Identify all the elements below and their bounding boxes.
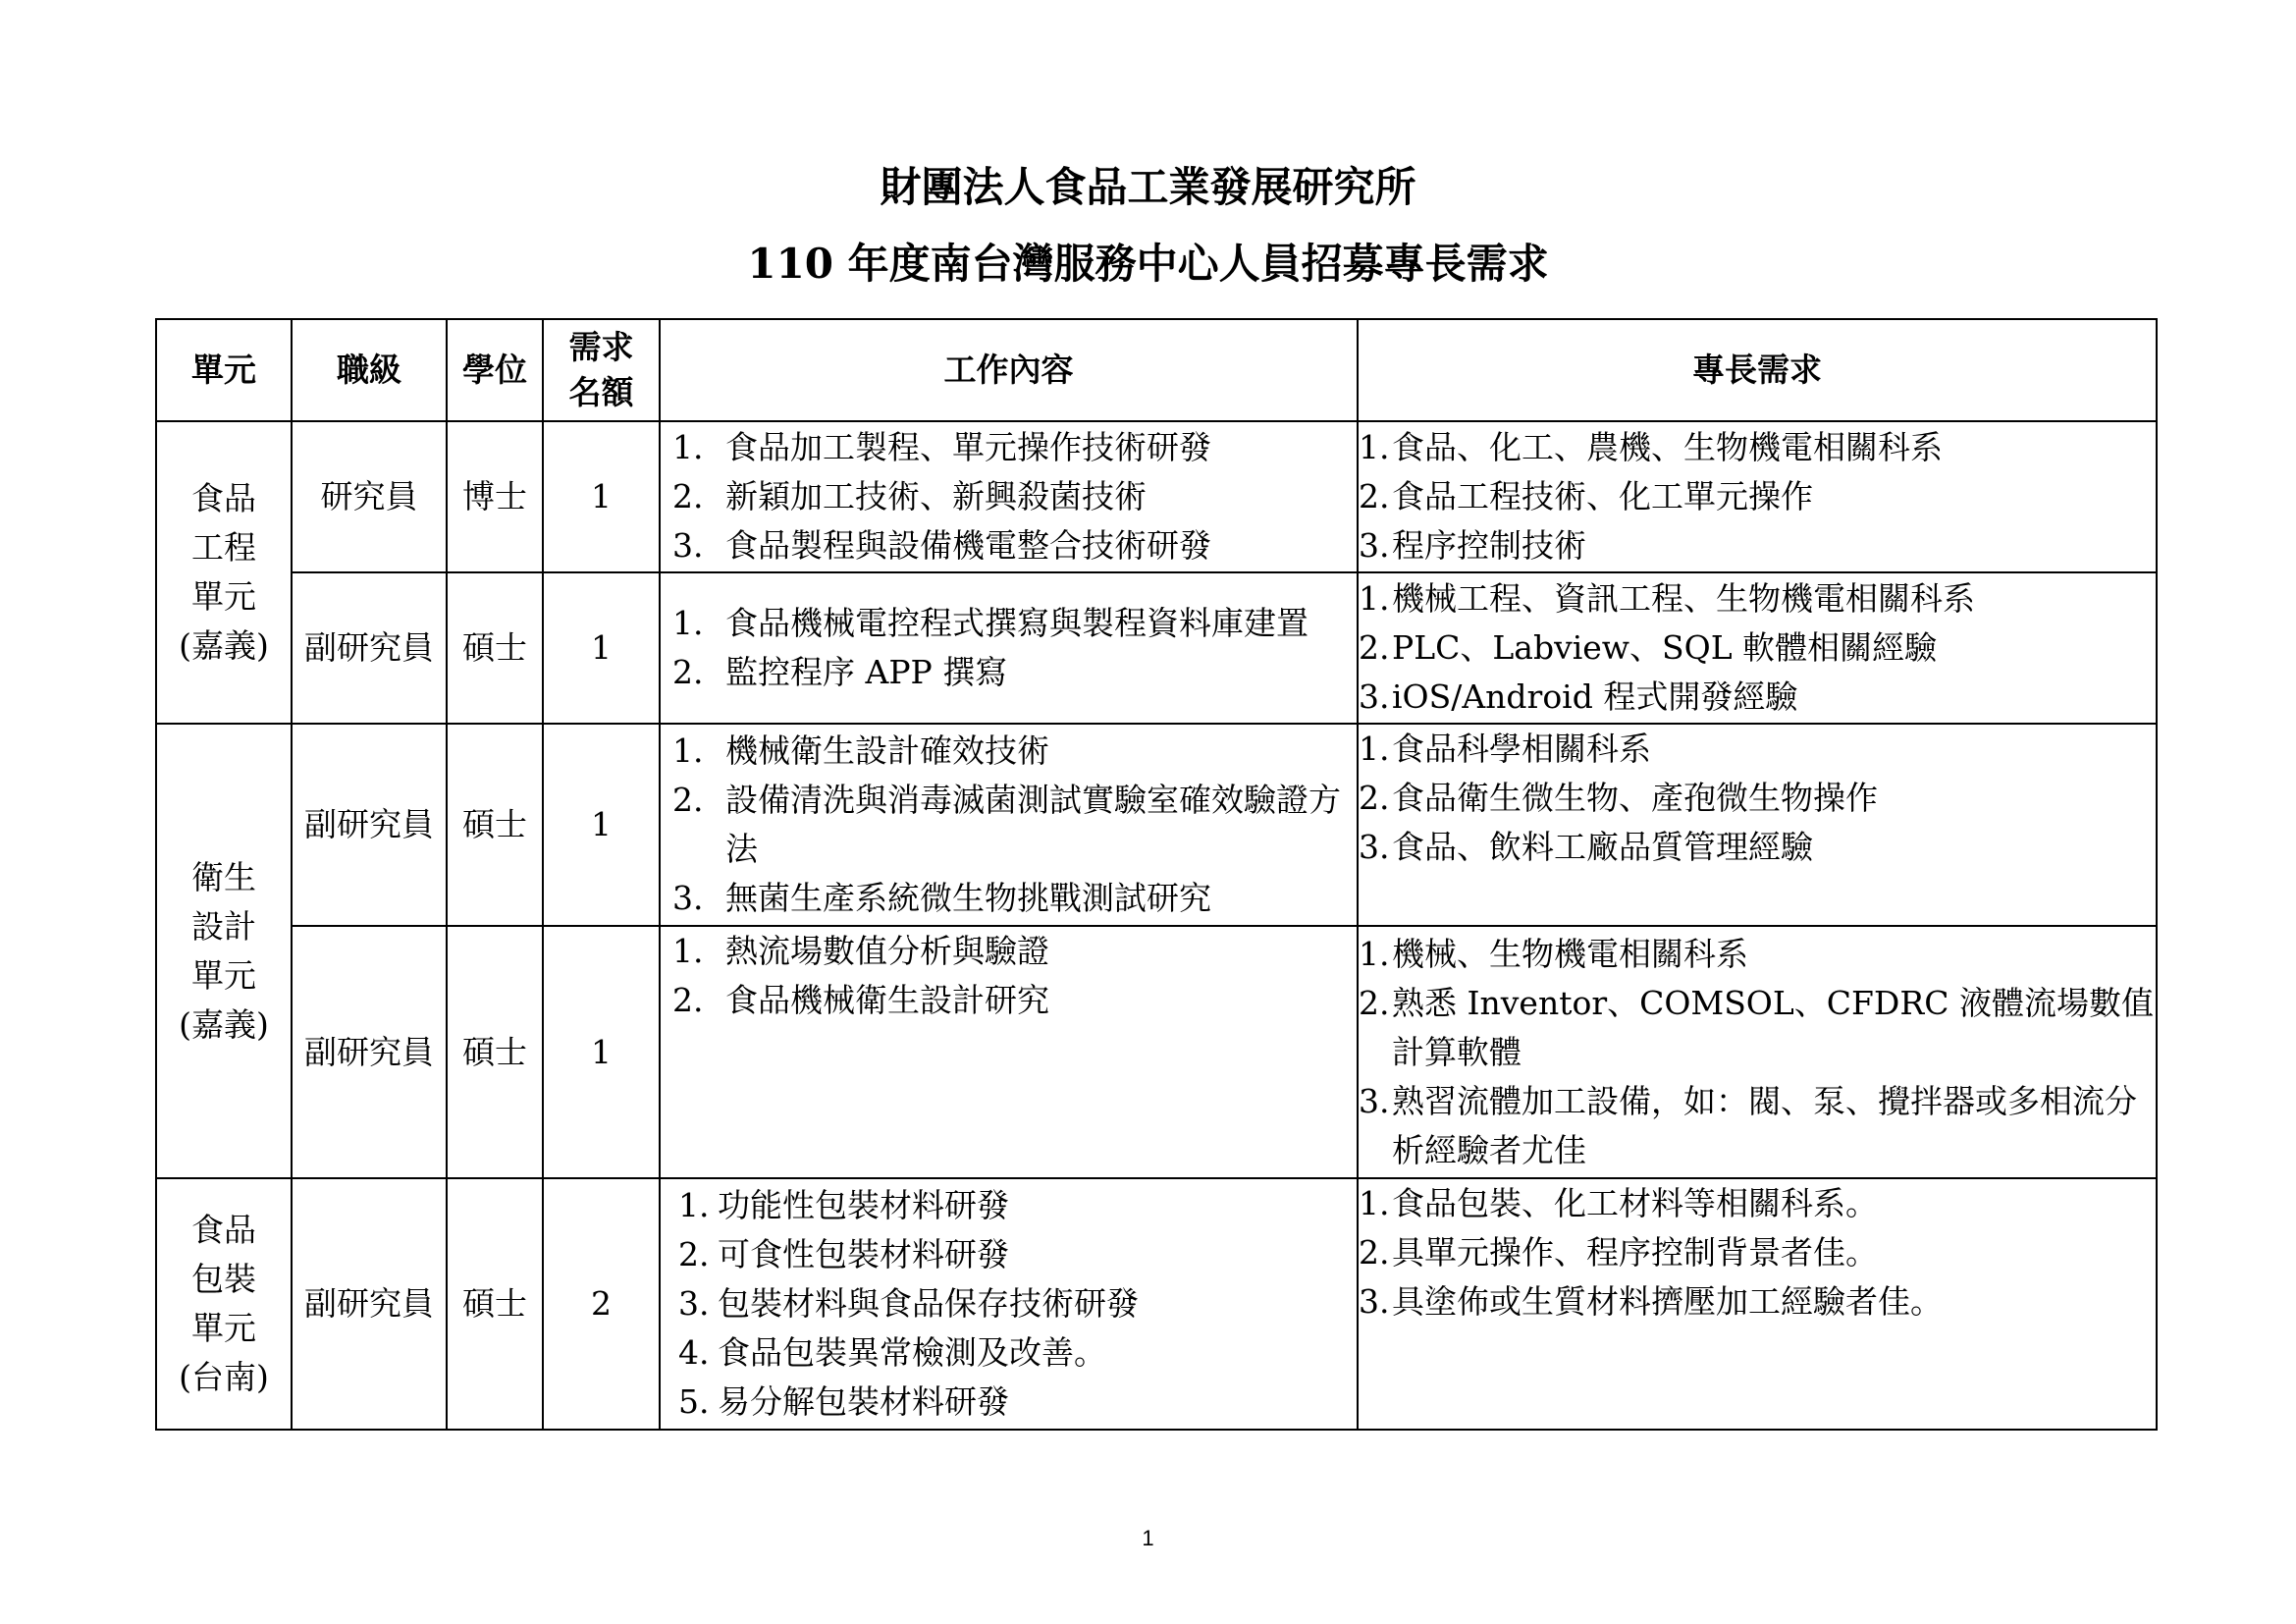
list-item: 3. 包裝材料與食品保存技術研發 [678,1284,1139,1323]
list-item: 2. 食品工程技術、化工單元操作 [1359,477,1813,515]
skills-cell [1358,572,2157,724]
list-item: 1. 食品科學相關科系 [1359,730,1651,768]
list-item: 3. 無菌生產系統微生物挑戰測試研究 [672,879,1211,917]
list-item: 1. 熱流場數值分析與驗證 [672,932,1049,970]
recruitment-table [155,318,2158,1431]
list-item: 3. 熟習流體加工設備，如：閥、泵、攪拌器或多相流分析經驗者尤佳 [1359,1081,2137,1169]
rank-cell: 副研究員 [292,926,447,1178]
skills-cell [1358,926,2157,1178]
header-row [156,319,2157,421]
unit-cell: 衛生 設計 單元 (嘉義) [156,724,292,1178]
table-row [156,724,2157,926]
unit-cell: 食品 工程 單元 (嘉義) [156,421,292,724]
table-row [156,572,2157,724]
list-item: 2. 監控程序 APP 撰寫 [672,653,1008,691]
list-item: 2. 熟悉 Inventor、COMSOL、CFDRC 液體流場數值計算軟體 [1359,983,2154,1071]
work-cell [660,572,1358,724]
list-item: 1. 食品機械電控程式撰寫與製程資料庫建置 [672,604,1308,642]
list-item: 5. 易分解包裝材料研發 [678,1382,1009,1421]
degree-cell: 碩士 [447,724,543,926]
header-rank: 職級 [292,319,447,421]
quota-cell: 1 [543,572,660,724]
work-cell [660,421,1358,572]
rank-cell: 副研究員 [292,572,447,724]
rank-cell: 研究員 [292,421,447,572]
skills-cell [1358,724,2157,926]
list-item: 2. PLC、Labview、SQL 軟體相關經驗 [1359,628,1938,667]
rank-cell: 副研究員 [292,724,447,926]
degree-cell: 碩士 [447,572,543,724]
header-quota: 需求 名額 [543,319,660,421]
rank-cell: 副研究員 [292,1178,447,1430]
quota-cell: 1 [543,724,660,926]
list-item: 3. 食品製程與設備機電整合技術研發 [672,526,1211,565]
header-work: 工作內容 [660,319,1358,421]
degree-cell: 博士 [447,421,543,572]
page-number: 1 [1142,1526,1154,1550]
list-item: 1. 食品、化工、農機、生物機電相關科系 [1359,428,1943,466]
list-item: 2. 設備清洗與消毒滅菌測試實驗室確效驗證方法 [672,781,1341,868]
list-item: 1. 機械衛生設計確效技術 [672,731,1049,770]
list-item: 2. 食品衛生微生物、產孢微生物操作 [1359,779,1878,817]
quota-cell: 1 [543,421,660,572]
list-item: 1. 機械、生物機電相關科系 [1359,934,1748,973]
unit-cell: 食品 包裝 單元 (台南) [156,1178,292,1430]
quota-cell: 1 [543,926,660,1178]
work-cell [660,724,1358,926]
list-item: 1. 功能性包裝材料研發 [678,1186,1009,1224]
list-item: 3. 食品、飲料工廠品質管理經驗 [1359,828,1813,866]
list-item: 4. 食品包裝異常檢測及改善。 [678,1333,1106,1372]
header-degree: 學位 [447,319,543,421]
list-item: 2. 新穎加工技術、新興殺菌技術 [672,477,1147,515]
header-unit: 單元 [156,319,292,421]
list-item: 1. 機械工程、資訊工程、生物機電相關科系 [1359,579,1975,618]
page-subtitle: 110 年度南台灣服務中心人員招募專長需求 [747,240,1549,288]
table-row [156,1178,2157,1430]
list-item: 1. 食品加工製程、單元操作技術研發 [672,428,1211,466]
table-row [156,421,2157,572]
list-item: 1. 食品包裝、化工材料等相關科系。 [1359,1184,1878,1222]
skills-cell [1358,421,2157,572]
page-title: 財團法人食品工業發展研究所 [880,163,1416,211]
list-item: 3. iOS/Android 程式開發經驗 [1359,677,1798,716]
list-item: 2. 可食性包裝材料研發 [678,1235,1009,1273]
degree-cell: 碩士 [447,926,543,1178]
work-cell [660,1178,1358,1430]
quota-cell: 2 [543,1178,660,1430]
header-skills: 專長需求 [1358,319,2157,421]
list-item: 3. 具塗佈或生質材料擠壓加工經驗者佳。 [1359,1282,1943,1321]
list-item: 2. 食品機械衛生設計研究 [672,981,1049,1019]
list-item: 2. 具單元操作、程序控制背景者佳。 [1359,1233,1878,1272]
work-cell [660,926,1358,1178]
degree-cell: 碩士 [447,1178,543,1430]
list-item: 3. 程序控制技術 [1359,526,1586,565]
table-row [156,926,2157,1178]
skills-cell [1358,1178,2157,1430]
